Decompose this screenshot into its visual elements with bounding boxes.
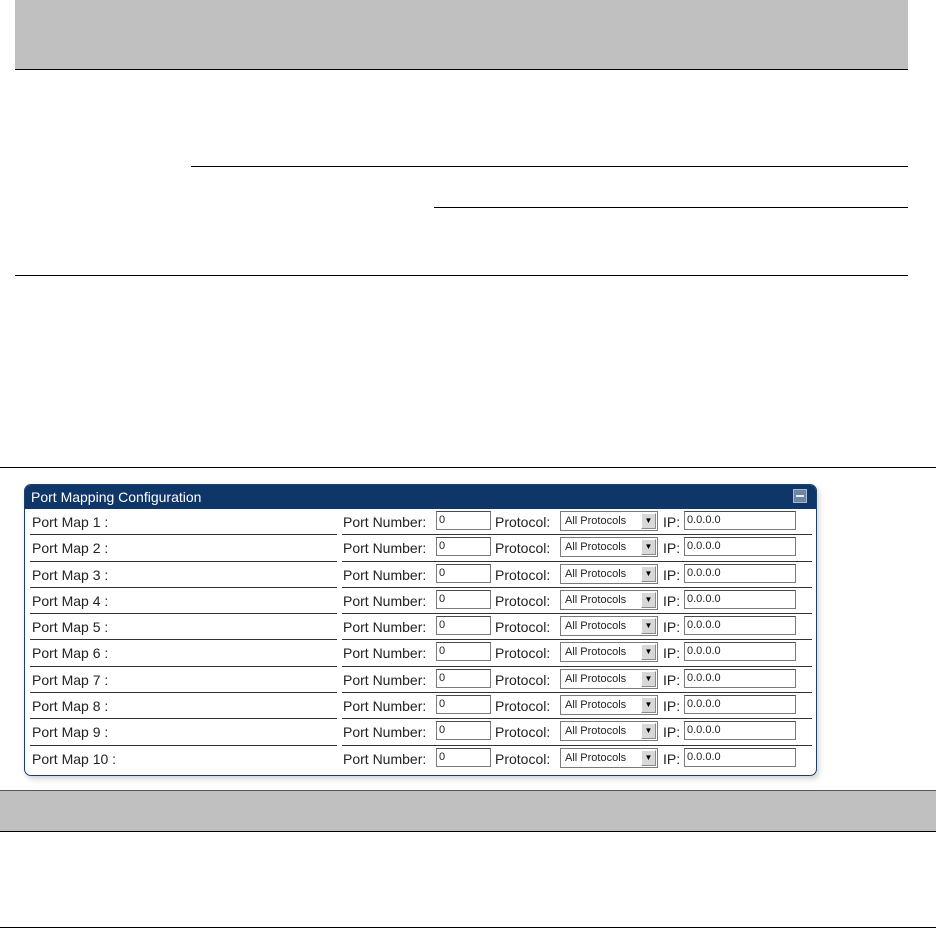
port-number-input[interactable]: 0 (436, 721, 491, 740)
collapse-icon[interactable] (793, 489, 807, 503)
port-map-label: Port Map 8 : (32, 698, 109, 715)
port-number-label: Port Number: (343, 619, 427, 636)
chevron-down-icon[interactable]: ▼ (641, 697, 656, 713)
ip-input[interactable]: 0.0.0.0 (684, 564, 796, 583)
chevron-down-icon[interactable]: ▼ (641, 539, 656, 555)
port-map-rows (25, 509, 816, 772)
port-mapping-panel (24, 484, 817, 776)
protocol-value: All Protocols (565, 672, 627, 685)
chevron-down-icon[interactable]: ▼ (641, 723, 656, 739)
chevron-down-icon[interactable]: ▼ (641, 750, 656, 766)
divider (191, 166, 908, 167)
protocol-label: Protocol: (495, 698, 551, 715)
protocol-value: All Protocols (565, 725, 627, 738)
chevron-down-icon[interactable]: ▼ (641, 644, 656, 660)
divider (15, 69, 908, 70)
port-number-label: Port Number: (343, 592, 427, 609)
ip-label: IP: (663, 750, 681, 767)
ip-label: IP: (663, 724, 681, 741)
ip-label: IP: (663, 645, 681, 662)
port-map-label: Port Map 4 : (32, 592, 109, 609)
protocol-value: All Protocols (565, 620, 627, 633)
protocol-label: Protocol: (495, 514, 551, 530)
protocol-label: Protocol: (495, 750, 551, 767)
port-number-label: Port Number: (343, 698, 427, 715)
chevron-down-icon[interactable]: ▼ (641, 566, 656, 582)
protocol-select[interactable] (560, 511, 658, 531)
port-map-label: Port Map 9 : (32, 724, 109, 741)
protocol-label: Protocol: (495, 540, 551, 557)
protocol-label: Protocol: (495, 724, 551, 741)
protocol-select[interactable] (560, 564, 658, 584)
port-number-input[interactable]: 0 (436, 511, 491, 530)
port-map-label: Port Map 10 : (32, 750, 117, 767)
port-number-label: Port Number: (343, 540, 427, 557)
protocol-label: Protocol: (495, 671, 551, 688)
panel-title: Port Mapping Configuration (31, 489, 202, 505)
divider (15, 275, 908, 276)
protocol-select[interactable] (560, 590, 658, 610)
ip-input[interactable]: 0.0.0.0 (684, 669, 796, 688)
chevron-down-icon[interactable]: ▼ (641, 513, 656, 529)
port-number-label: Port Number: (343, 671, 427, 688)
port-map-label: Port Map 3 : (32, 566, 109, 583)
protocol-value: All Protocols (565, 541, 627, 554)
divider (0, 927, 936, 928)
port-number-input[interactable]: 0 (436, 642, 491, 661)
protocol-select[interactable] (560, 642, 658, 662)
protocol-value: All Protocols (565, 593, 627, 606)
ip-input[interactable]: 0.0.0.0 (684, 590, 796, 609)
port-map-label: Port Map 5 : (32, 619, 109, 636)
ip-input[interactable]: 0.0.0.0 (684, 721, 796, 740)
protocol-select[interactable] (560, 748, 658, 768)
port-map-label: Port Map 2 : (32, 540, 109, 557)
ip-input[interactable]: 0.0.0.0 (684, 642, 796, 661)
protocol-label: Protocol: (495, 566, 551, 583)
chevron-down-icon[interactable]: ▼ (641, 618, 656, 634)
chevron-down-icon[interactable]: ▼ (641, 592, 656, 608)
port-number-input[interactable]: 0 (436, 695, 491, 714)
divider (0, 790, 936, 791)
port-number-input[interactable]: 0 (436, 616, 491, 635)
protocol-value: All Protocols (565, 699, 627, 712)
protocol-value: All Protocols (565, 751, 627, 764)
port-map-row (25, 562, 816, 588)
table-header-bar (0, 791, 936, 831)
port-number-input[interactable]: 0 (436, 537, 491, 556)
chevron-down-icon[interactable]: ▼ (641, 671, 656, 687)
ip-label: IP: (663, 619, 681, 636)
table-header-bar (15, 0, 908, 69)
ip-label: IP: (663, 671, 681, 688)
port-number-label: Port Number: (343, 724, 427, 741)
protocol-select[interactable] (560, 721, 658, 741)
ip-input[interactable]: 0.0.0.0 (684, 616, 796, 635)
ip-label: IP: (663, 514, 681, 530)
port-map-label: Port Map 7 : (32, 671, 109, 688)
ip-label: IP: (663, 566, 681, 583)
protocol-select[interactable] (560, 537, 658, 557)
divider (0, 467, 936, 468)
protocol-value: All Protocols (565, 646, 627, 659)
port-map-label: Port Map 1 : (32, 514, 109, 530)
ip-input[interactable]: 0.0.0.0 (684, 537, 796, 556)
protocol-select[interactable] (560, 695, 658, 715)
port-number-label: Port Number: (343, 514, 427, 530)
port-map-row (25, 614, 816, 640)
port-map-row (25, 746, 816, 772)
protocol-label: Protocol: (495, 619, 551, 636)
port-map-row (25, 693, 816, 719)
divider (434, 207, 908, 208)
port-map-row (25, 535, 816, 561)
port-map-label: Port Map 6 : (32, 645, 109, 662)
panel-header (25, 485, 816, 509)
ip-input[interactable]: 0.0.0.0 (684, 695, 796, 714)
ip-label: IP: (663, 540, 681, 557)
port-number-input[interactable]: 0 (436, 748, 491, 767)
port-number-label: Port Number: (343, 750, 427, 767)
port-map-row (25, 640, 816, 666)
protocol-label: Protocol: (495, 645, 551, 662)
protocol-value: All Protocols (565, 567, 627, 580)
port-map-row (25, 719, 816, 745)
protocol-value: All Protocols (565, 515, 627, 527)
protocol-label: Protocol: (495, 592, 551, 609)
port-map-row (25, 667, 816, 693)
port-map-row (25, 588, 816, 614)
ip-input[interactable]: 0.0.0.0 (684, 748, 796, 767)
port-number-input[interactable]: 0 (436, 669, 491, 688)
protocol-select[interactable] (560, 616, 658, 636)
port-number-label: Port Number: (343, 645, 427, 662)
ip-label: IP: (663, 592, 681, 609)
port-map-row (25, 509, 816, 535)
divider (0, 831, 936, 832)
ip-input[interactable]: 0.0.0.0 (684, 511, 796, 530)
port-number-input[interactable]: 0 (436, 590, 491, 609)
port-number-label: Port Number: (343, 566, 427, 583)
protocol-select[interactable] (560, 669, 658, 689)
port-number-input[interactable]: 0 (436, 564, 491, 583)
ip-label: IP: (663, 698, 681, 715)
